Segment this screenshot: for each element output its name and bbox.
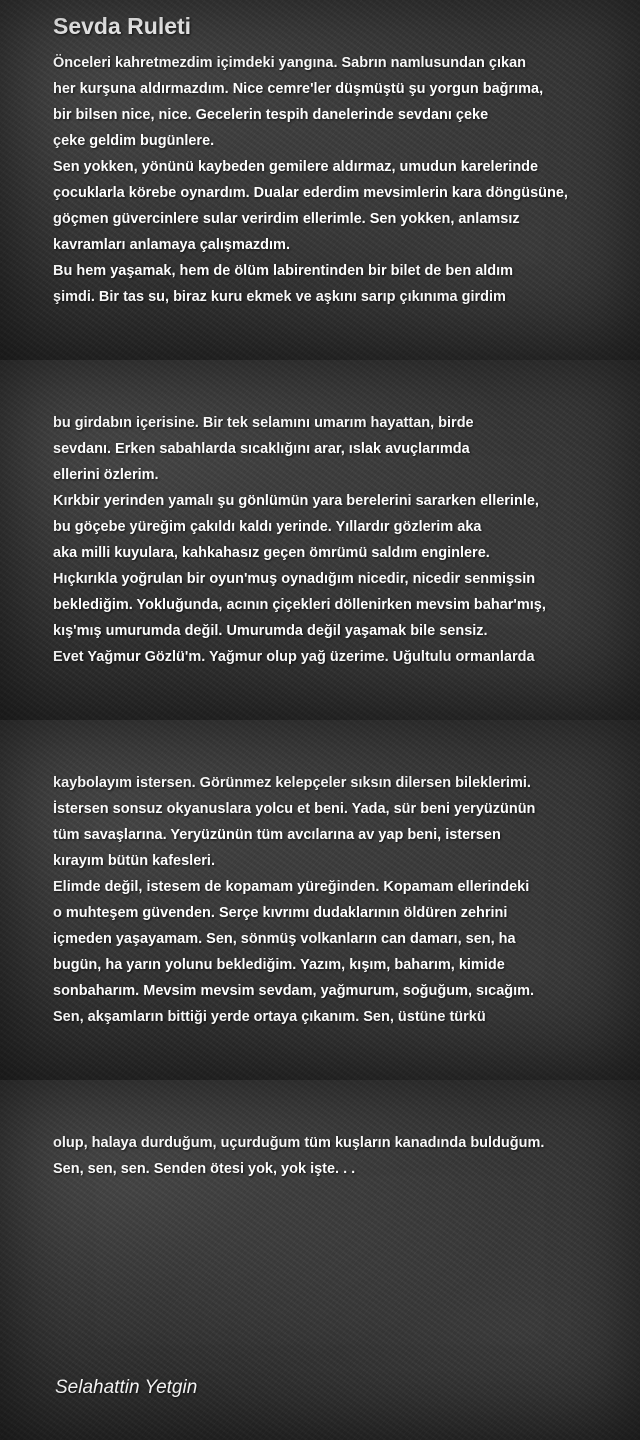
poem-line: İstersen sonsuz okyanuslara yolcu et beni. Yada, sür beni yeryüzünün <box>53 801 536 817</box>
poem-panel-2 <box>0 360 640 720</box>
poem-line: şimdi. Bir tas su, biraz kuru ekmek ve aşkını sarıp çıkınıma girdim <box>53 289 506 305</box>
poem-line: Kırkbir yerinden yamalı şu gönlümün yara berelerini sararken ellerinle, <box>53 493 539 509</box>
poem-line: çeke geldim bugünlere. <box>53 133 215 149</box>
poem-line: kavramları anlamaya çalışmazdım. <box>53 237 290 253</box>
poem-line: kırayım bütün kafesleri. <box>53 853 215 869</box>
poem-line: Evet Yağmur Gözlü'm. Yağmur olup yağ üzerime. Uğultulu ormanlarda <box>53 649 535 665</box>
poem-panel-4 <box>0 1080 640 1440</box>
poem-line: Elimde değil, istesem de kopamam yüreğinden. Kopamam ellerindeki <box>53 879 530 895</box>
poem-line: Bu hem yaşamak, hem de ölüm labirentinden bir bilet de ben aldım <box>53 263 514 279</box>
poem-line: her kurşuna aldırmazdım. Nice cemre'ler düşmüştü şu yorgun bağrıma, <box>53 81 544 97</box>
poem-panel-3 <box>0 720 640 1080</box>
poem-line: bir bilsen nice, nice. Gecelerin tespih danelerinde sevdanı çeke <box>53 107 489 123</box>
poem-line: göçmen güvercinlere sular verirdim ellerimle. Sen yokken, anlamsız <box>53 211 520 227</box>
poem-line: çocuklarla körebe oynardım. Dualar ederdim mevsimlerin kara döngüsüne, <box>53 185 568 201</box>
poem-line: kaybolayım istersen. Görünmez kelepçeler sıksın dilersen bileklerimi. <box>53 775 531 791</box>
poem-line: olup, halaya durduğum, uçurduğum tüm kuşların kanadında bulduğum. <box>53 1135 545 1151</box>
poem-line: sevdanı. Erken sabahlarda sıcaklığını arar, ıslak avuçlarımda <box>53 441 470 457</box>
poem-line: tüm savaşlarına. Yeryüzünün tüm avcılarına av yap beni, istersen <box>53 827 501 843</box>
poem-stanza-3 <box>53 770 633 1030</box>
poem-stanza-1 <box>53 50 633 310</box>
poem-line: o muhteşem güvenden. Serçe kıvrımı dudaklarının öldüren zehrini <box>53 905 508 921</box>
poem-line: ellerini özlerim. <box>53 467 159 483</box>
poem-line: Sen yokken, yönünü kaybeden gemilere aldırmaz, umudun karelerinde <box>53 159 539 175</box>
poem-author: Selahattin Yetgin <box>55 1377 198 1398</box>
poem-line: kış'mış umurumda değil. Umurumda değil yaşamak bile sensiz. <box>53 623 488 639</box>
poem-line: Hıçkırıkla yoğrulan bir oyun'muş oynadığım nicedir, nicedir senmişsin <box>53 571 536 587</box>
poem-line: bu girdabın içerisine. Bir tek selamını umarım hayattan, birde <box>53 415 474 431</box>
poem-title: Sevda Ruleti <box>53 13 192 39</box>
poem-line: aka milli kuyulara, kahkahasız geçen ömrümü saldım enginlere. <box>53 545 490 561</box>
poem-line: beklediğim. Yokluğunda, acının çiçekleri döllenirken mevsim bahar'mış, <box>53 597 546 613</box>
poem-line: bu göçebe yüreğim çakıldı kaldı yerinde. Yıllardır gözlerim aka <box>53 519 482 535</box>
poem-stanza-4 <box>53 1130 633 1182</box>
poem-stanza-2 <box>53 410 633 670</box>
poem-line: Sen, akşamların bittiği yerde ortaya çıkanım. Sen, üstüne türkü <box>53 1009 486 1025</box>
poem-line: sonbaharım. Mevsim mevsim sevdam, yağmurum, soğuğum, sıcağım. <box>53 983 535 999</box>
poem-panel-1 <box>0 0 640 360</box>
poem-line: Önceleri kahretmezdim içimdeki yangına. Sabrın namlusundan çıkan <box>53 55 527 71</box>
poem-line: içmeden yaşayamam. Sen, sönmüş volkanların can damarı, sen, ha <box>53 931 516 947</box>
poem-line: Sen, sen, sen. Senden ötesi yok, yok işte. . . <box>53 1161 356 1177</box>
poem-line: bugün, ha yarın yolunu beklediğim. Yazım, kışım, baharım, kimide <box>53 957 505 973</box>
